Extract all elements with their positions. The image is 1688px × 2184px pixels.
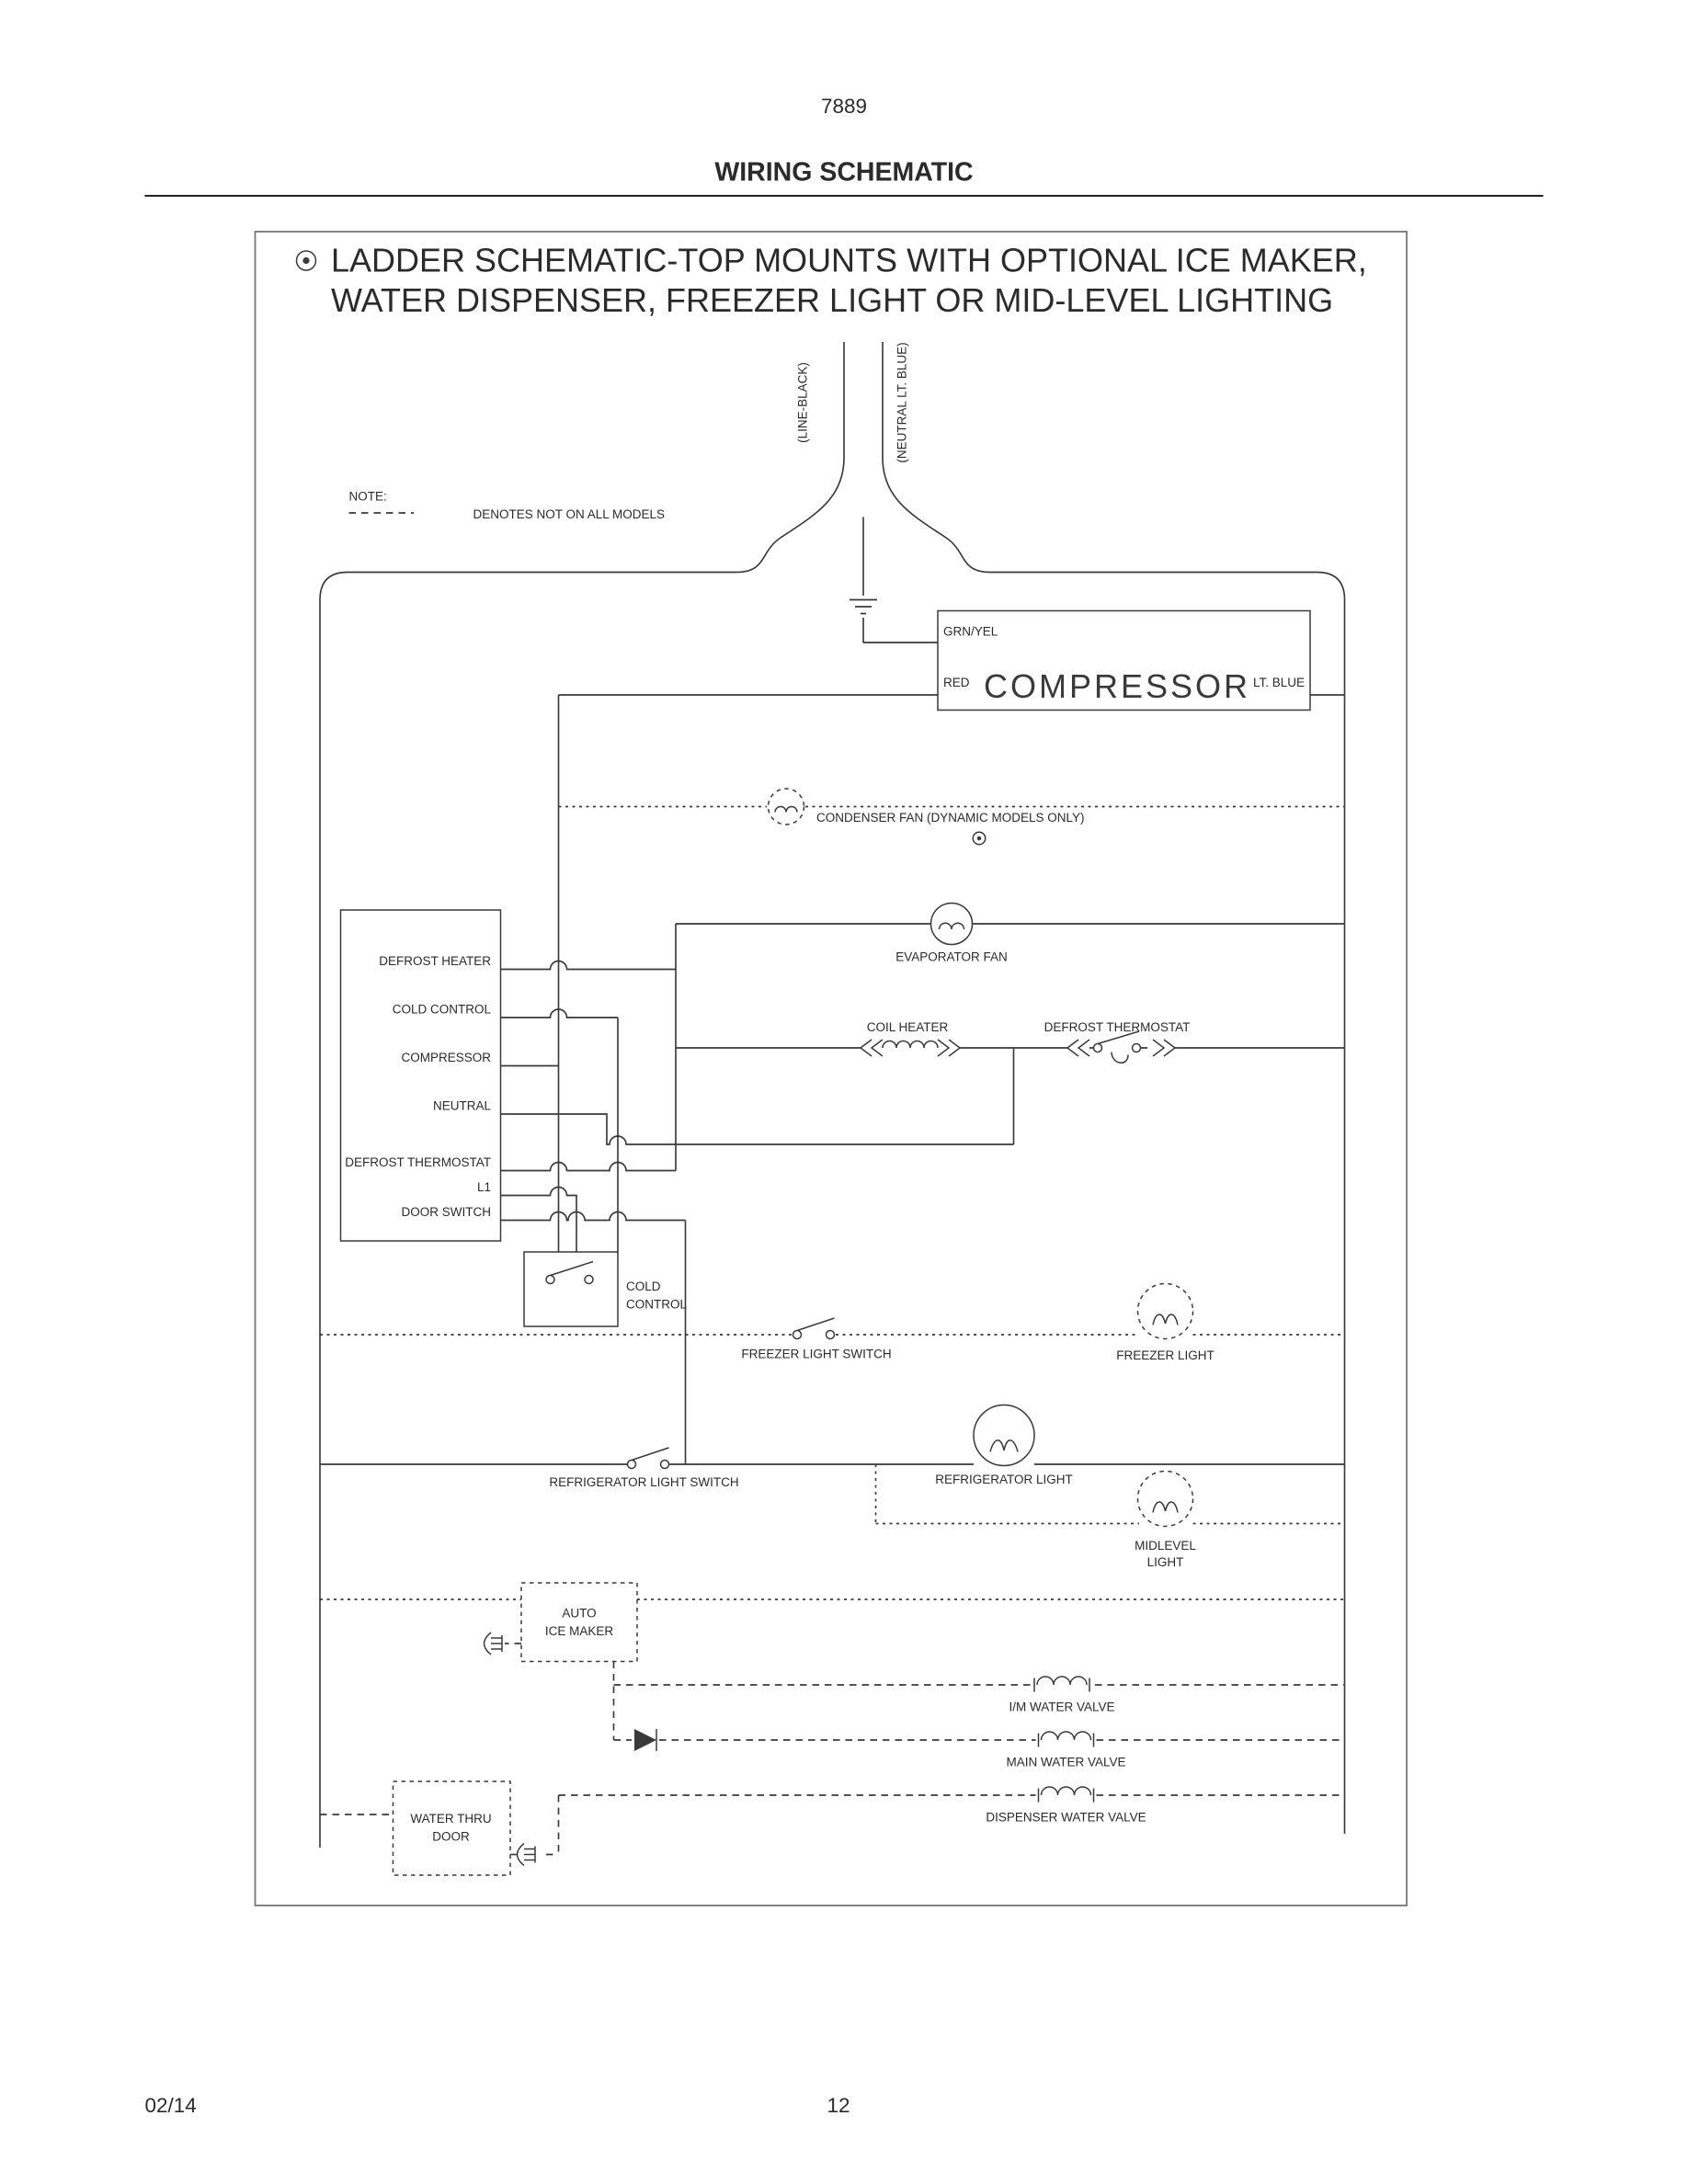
page-header [145, 95, 1544, 196]
refrigerator-light-label: REFRIGERATOR LIGHT [935, 1473, 1073, 1486]
grnyel-label: GRN/YEL [943, 624, 998, 639]
auto-ice-maker-label-line1: AUTO [562, 1606, 597, 1621]
evaporator-fan-label: EVAPORATOR FAN [895, 950, 1008, 964]
coil-heater-label: COIL HEATER [866, 1020, 949, 1034]
refrigerator-light-switch-label: REFRIGERATOR LIGHT SWITCH [549, 1475, 739, 1489]
heading-line2: WATER DISPENSER, FREEZER LIGHT OR MID-LEVEL LIGHTING [331, 281, 1334, 319]
cold-control-label-line1: COLD [626, 1280, 661, 1293]
footer-date: 02/14 [144, 2094, 197, 2117]
heading-line1: LADDER SCHEMATIC-TOP MOUNTS WITH OPTIONAL ICE MAKER, [331, 241, 1367, 279]
compressor-label: COMPRESSOR [983, 667, 1251, 705]
im-water-valve-label: I/M WATER VALVE [1009, 1700, 1115, 1714]
terminal-cold-control: COLD CONTROL [392, 1002, 491, 1017]
freezer-light-switch-label: FREEZER LIGHT SWITCH [741, 1347, 892, 1361]
ltblue-label: LT. BLUE [1252, 676, 1305, 689]
figure-border [256, 232, 1408, 1905]
note-label: NOTE: [348, 489, 387, 504]
defrost-thermostat-label: DEFROST THERMOSTAT [1044, 1020, 1191, 1034]
water-thru-door-label-line1: WATER THRU [410, 1812, 492, 1826]
auto-ice-maker-label-line2: ICE MAKER [544, 1624, 614, 1638]
terminal-defrost-heater: DEFROST HEATER [379, 954, 491, 968]
page-title: WIRING SCHEMATIC [714, 157, 974, 188]
cold-control-label-line2: CONTROL [626, 1297, 688, 1312]
neutral-label: (NEUTRAL LT. BLUE) [895, 342, 909, 463]
terminal-door-switch: DOOR SWITCH [401, 1205, 491, 1219]
note-text: DENOTES NOT ON ALL MODELS [473, 507, 666, 521]
water-thru-door-label-line2: DOOR [432, 1829, 470, 1844]
condenser-fan-label: CONDENSER FAN (DYNAMIC MODELS ONLY) [816, 811, 1085, 825]
doc-number: 7889 [820, 95, 868, 118]
dispenser-water-valve-label: DISPENSER WATER VALVE [986, 1810, 1146, 1825]
terminal-l1: L1 [476, 1180, 491, 1194]
main-water-valve-label: MAIN WATER VALVE [1006, 1755, 1126, 1769]
red-label: RED [943, 676, 970, 689]
footer-page-number: 12 [827, 2094, 850, 2117]
midlevel-light-label-line2: LIGHT [1146, 1555, 1184, 1569]
terminal-compressor: COMPRESSOR [401, 1051, 491, 1064]
terminal-defrost-thermostat: DEFROST THERMOSTAT [345, 1155, 491, 1169]
freezer-light-label: FREEZER LIGHT [1116, 1348, 1215, 1362]
page-footer [145, 2094, 850, 2117]
terminal-neutral: NEUTRAL [432, 1098, 491, 1113]
line-black-label: (LINE-BLACK) [795, 362, 810, 443]
midlevel-light-label-line1: MIDLEVEL [1135, 1539, 1196, 1553]
